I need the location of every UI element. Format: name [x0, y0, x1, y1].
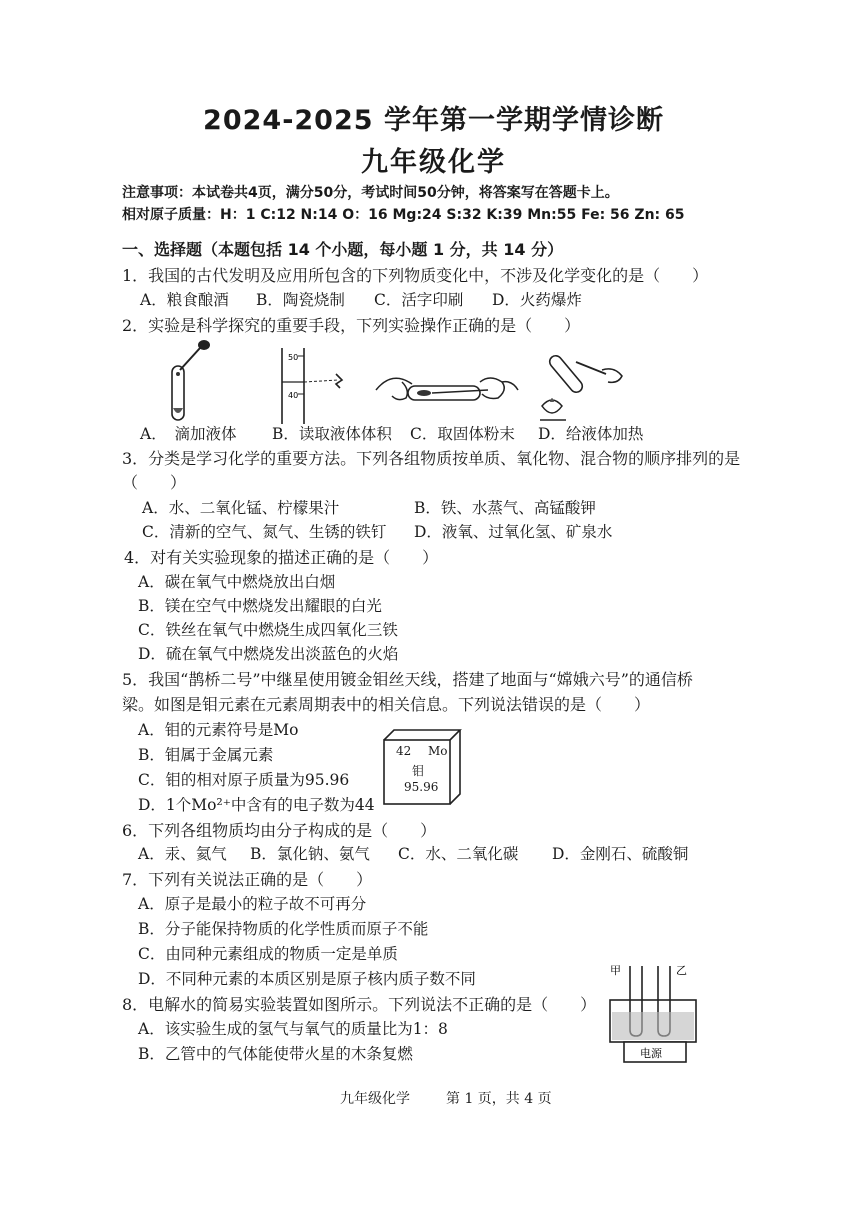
element-number: 42 [396, 744, 412, 758]
q3-stem-cont: （ ） [122, 473, 187, 492]
q6-option-d: D．金刚石、硫酸铜 [552, 845, 689, 863]
q4-stem: 4．对有关实验现象的描述正确的是（ ） [124, 548, 439, 567]
q1-option-c: C．活字印刷 [374, 291, 464, 309]
q8-stem: 8．电解水的简易实验装置如图所示。下列说法不正确的是（ ） [122, 995, 597, 1014]
element-mass: 95.96 [404, 780, 439, 794]
scale-40: 40 [288, 391, 299, 400]
q4-option-b: B．镁在空气中燃烧发出耀眼的白光 [138, 597, 382, 615]
scale-50: 50 [288, 353, 299, 362]
element-symbol: Mo [428, 744, 448, 758]
q1-stem: 1．我国的古代发明及应用所包含的下列物质变化中，不涉及化学变化的是（ ） [122, 266, 709, 285]
element-name: 钼 [412, 764, 425, 778]
power-source-label: 电源 [640, 1047, 662, 1060]
figure-reading-volume [276, 346, 356, 426]
figure-taking-powder [372, 360, 522, 422]
tube-yi-label: 乙 [676, 964, 687, 977]
q2-option-a: A． 滴加液体 [140, 425, 237, 443]
q6-option-b: B．氯化钠、氨气 [250, 845, 370, 863]
q1-option-a: A．粮食酿酒 [140, 291, 229, 309]
q6-stem: 6．下列各组物质均由分子构成的是（ ） [122, 821, 437, 840]
q4-option-a: A．碳在氧气中燃烧放出白烟 [138, 573, 336, 591]
exam-subject: 九年级化学 [361, 147, 506, 178]
q5-option-c: C．钼的相对原子质量为95.96 [138, 771, 350, 789]
notice-text: 注意事项：本试卷共4页，满分50分，考试时间50分钟，将答案写在答题卡上。 [122, 185, 619, 201]
tube-jia-label: 甲 [610, 964, 621, 977]
q7-option-a: A．原子是最小的粒子故不可再分 [138, 895, 367, 913]
q4-option-c: C．铁丝在氧气中燃烧生成四氧化三铁 [138, 621, 398, 639]
q8-option-a: A．该实验生成的氢气与氧气的质量比为1：8 [138, 1020, 448, 1038]
q5-stem-cont: 梁。如图是钼元素在元素周期表中的相关信息。下列说法错误的是（ ） [122, 695, 651, 714]
q3-option-c: C．清新的空气、氮气、生锈的铁钉 [142, 523, 387, 541]
figure-heating-liquid [536, 340, 626, 424]
footer-page: 第 1 页，共 4 页 [446, 1091, 552, 1107]
q4-option-d: D．硫在氧气中燃烧发出淡蓝色的火焰 [138, 645, 399, 663]
q3-option-b: B．铁、水蒸气、高锰酸钾 [414, 499, 596, 517]
q6-option-a: A．汞、氦气 [138, 845, 227, 863]
q7-stem: 7．下列有关说法正确的是（ ） [122, 870, 373, 889]
atomic-mass-text: 相对原子质量：H：1 C:12 N:14 O：16 Mg:24 S:32 K:39 Mn:55 Fe: 56 Zn: 65 [122, 207, 685, 223]
q5-option-a: A．钼的元素符号是Mo [138, 721, 299, 739]
q5-option-d: D．1个Mo²⁺中含有的电子数为44 [138, 796, 375, 814]
exam-title: 2024-2025 学年第一学期学情诊断 [203, 105, 664, 136]
figure-dropping-liquid [160, 338, 220, 426]
section-heading: 一、选择题（本题包括 14 个小题，每小题 1 分，共 14 分） [122, 240, 564, 259]
q8-option-b: B．乙管中的气体能使带火星的木条复燃 [138, 1045, 413, 1063]
q6-option-c: C．水、二氧化碳 [398, 845, 519, 863]
q7-option-b: B．分子能保持物质的化学性质而原子不能 [138, 920, 429, 938]
q2-option-c: C．取固体粉末 [410, 425, 515, 443]
q2-stem: 2．实验是科学探究的重要手段，下列实验操作正确的是（ ） [122, 316, 581, 335]
q1-option-d: D．火药爆炸 [492, 291, 582, 309]
footer-subject: 九年级化学 [340, 1091, 410, 1107]
q7-option-d: D．不同种元素的本质区别是原子核内质子数不同 [138, 970, 476, 988]
q2-option-b: B．读取液体体积 [272, 425, 392, 443]
q3-option-d: D．液氧、过氧化氢、矿泉水 [414, 523, 613, 541]
q3-option-a: A．水、二氧化锰、柠檬果汁 [142, 499, 340, 517]
element-card-molybdenum [382, 728, 462, 806]
q5-option-b: B．钼属于金属元素 [138, 746, 274, 764]
figure-electrolysis-apparatus [600, 960, 710, 1068]
q1-option-b: B．陶瓷烧制 [256, 291, 345, 309]
q5-stem: 5．我国“鹊桥二号”中继星使用镀金钼丝天线，搭建了地面与“嫦娥六号”的通信桥 [122, 670, 693, 689]
q2-option-d: D．给液体加热 [538, 425, 644, 443]
q7-option-c: C．由同种元素组成的物质一定是单质 [138, 945, 398, 963]
q3-stem: 3．分类是学习化学的重要方法。下列各组物质按单质、氧化物、混合物的顺序排列的是 [122, 449, 741, 468]
